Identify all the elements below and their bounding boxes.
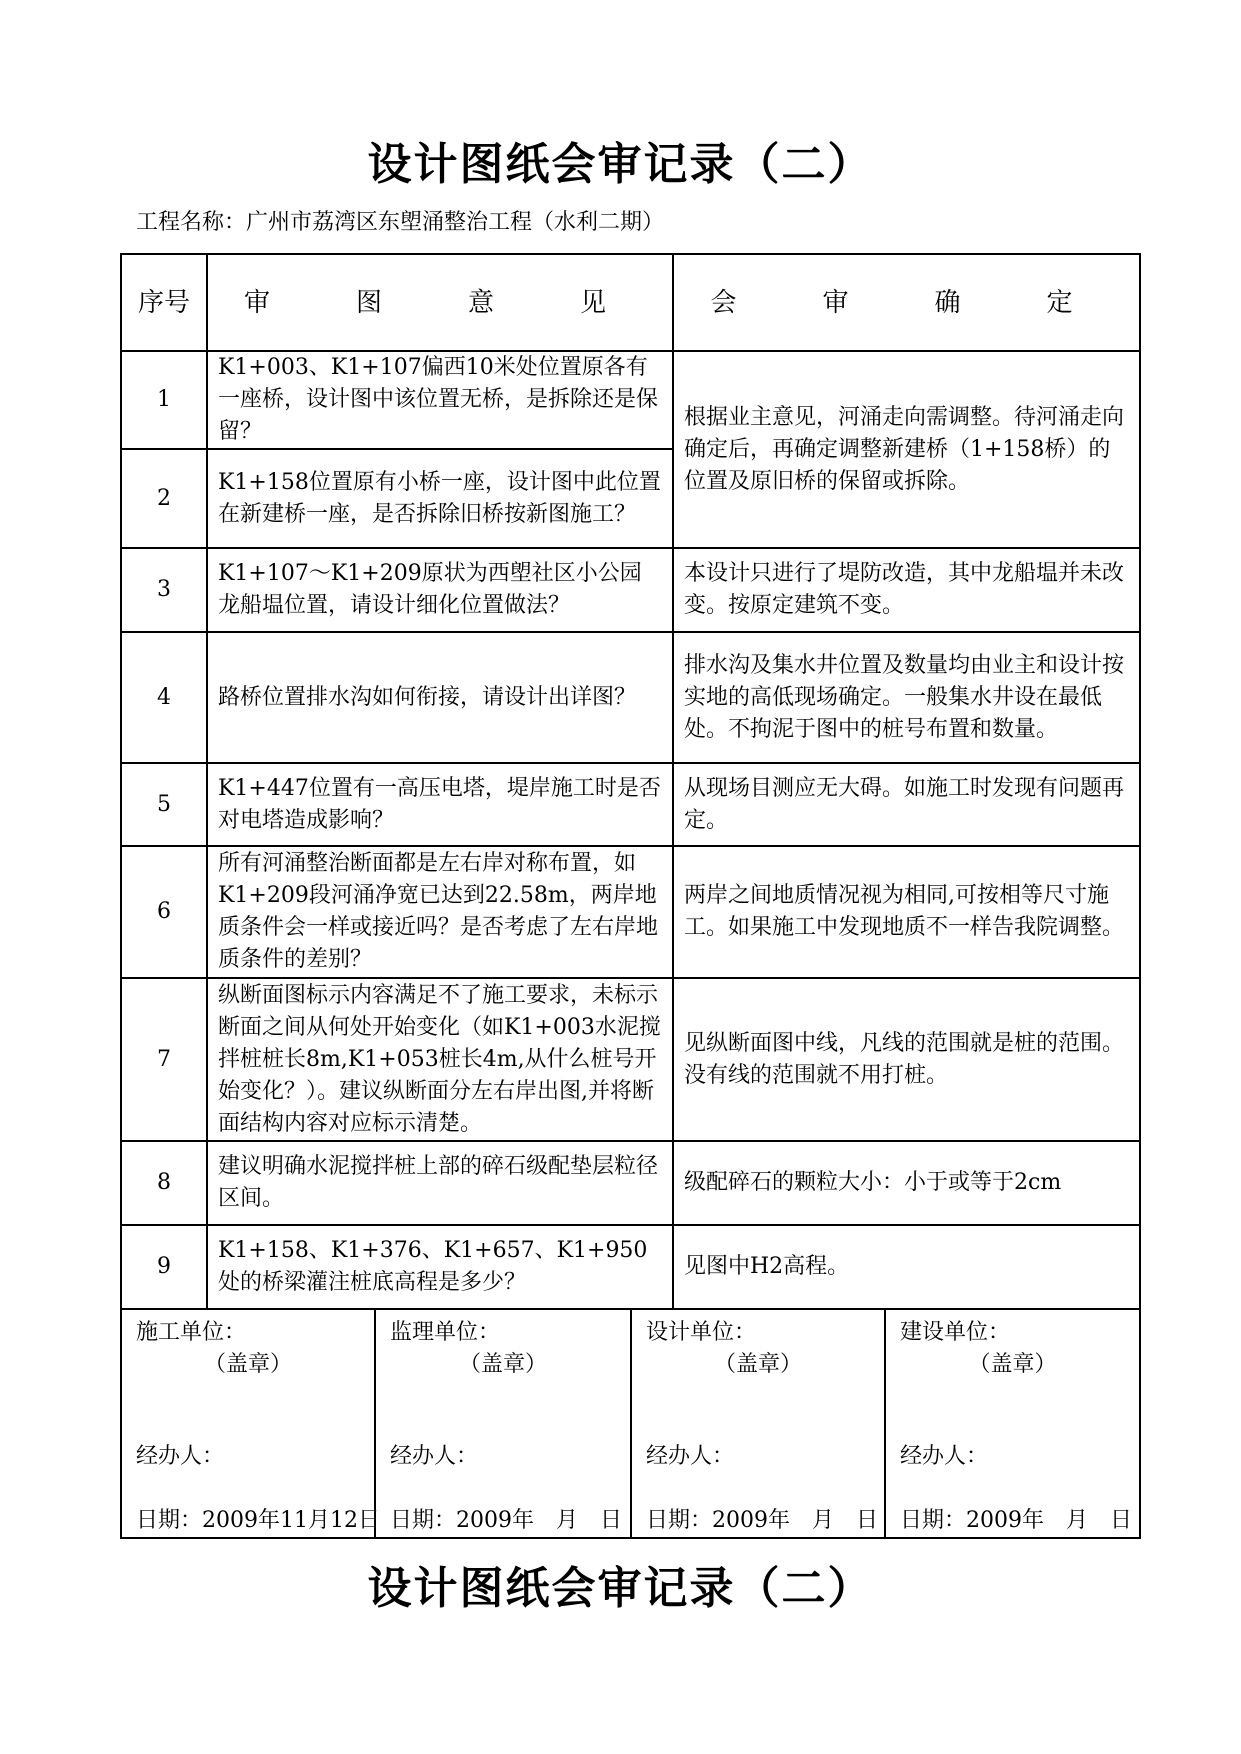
unit-label: 设计单位： (646, 1320, 757, 1345)
review-decision: 根据业主意见，河涌走向需调整。待河涌走向确定后，再确定调整新建桥（1+158桥）的位置及原旧桥的保留或拆除。 (673, 351, 1140, 548)
row-number: 8 (121, 1141, 207, 1225)
unit-label: 监理单位： (390, 1320, 501, 1345)
seal-label: （盖章） (203, 1352, 292, 1377)
review-opinion: 纵断面图标示内容满足不了施工要求，未标示断面之间从何处开始变化（如K1+003水泥搅拌桩桩长8m,K1+053桩长4m,从什么桩号开始变化？）。建议纵断面分左右岸出图,并将断面结构内容对应标示清楚。 (207, 978, 673, 1141)
review-decision: 两岸之间地质情况视为相同,可按相等尺寸施工。如果施工中发现地质不一样告我院调整。 (673, 846, 1140, 978)
signature-table (120, 1309, 1141, 1539)
row-number: 9 (121, 1225, 207, 1309)
signature-cell-contractor (121, 1309, 380, 1538)
row-number: 6 (121, 846, 207, 978)
review-opinion: K1+158、K1+376、K1+657、K1+950处的桥梁灌注桩底高程是多少？ (207, 1225, 673, 1309)
table-row (121, 1141, 1140, 1225)
table-row (121, 351, 1140, 449)
handler-label: 经办人： (136, 1444, 225, 1469)
table-row (121, 548, 1140, 632)
review-opinion: 所有河涌整治断面都是左右岸对称布置，如K1+209段河涌净宽已达到22.58m，两岸地质条件会一样或接近吗？是否考虑了左右岸地质条件的差别？ (207, 846, 673, 978)
row-number: 7 (121, 978, 207, 1141)
seal-label: （盖章） (968, 1352, 1057, 1377)
row-number: 4 (121, 632, 207, 763)
seal-label: （盖章） (713, 1352, 802, 1377)
signature-cell-supervisor (375, 1309, 631, 1538)
date-label: 日期：2009年 月 日 (646, 1508, 878, 1533)
row-number: 2 (121, 449, 207, 548)
table-row (121, 846, 1140, 978)
row-number: 1 (121, 351, 207, 449)
row-number: 3 (121, 548, 207, 632)
review-decision: 排水沟及集水井位置及数量均由业主和设计按实地的高低现场确定。一般集水井设在最低处。不拘泥于图中的桩号布置和数量。 (673, 632, 1140, 763)
handler-label: 经办人： (900, 1444, 989, 1469)
row-number: 5 (121, 763, 207, 846)
date-label: 日期：2009年11月12日 (136, 1508, 380, 1533)
header-opinion: 审 图 意 见 (207, 254, 673, 351)
signature-cell-designer (631, 1309, 885, 1538)
review-decision: 见图中H2高程。 (673, 1225, 1140, 1309)
date-label: 日期：2009年 月 日 (900, 1508, 1132, 1533)
date-label: 日期：2009年 月 日 (390, 1508, 622, 1533)
project-name: 工程名称：广州市荔湾区东塱涌整治工程（水利二期） (136, 210, 665, 235)
review-opinion: K1+107～K1+209原状为西塱社区小公园龙船塭位置，请设计细化位置做法？ (207, 548, 673, 632)
page-title-repeat: 设计图纸会审记录（二） (367, 1563, 874, 1614)
review-decision: 本设计只进行了堤防改造，其中龙船塭并未改变。按原定建筑不变。 (673, 548, 1140, 632)
unit-label: 建设单位： (900, 1320, 1011, 1345)
unit-label: 施工单位： (136, 1320, 247, 1345)
header-index: 序号 (121, 254, 207, 351)
signature-cell-owner (885, 1309, 1140, 1538)
header-decision: 会 审 确 定 (673, 254, 1140, 351)
table-row (121, 763, 1140, 846)
seal-label: （盖章） (458, 1352, 547, 1377)
review-opinion: K1+158位置原有小桥一座，设计图中此位置在新建桥一座，是否拆除旧桥按新图施工？ (207, 449, 673, 548)
review-opinion: 建议明确水泥搅拌桩上部的碎石级配垫层粒径区间。 (207, 1141, 673, 1225)
table-header-row (121, 254, 1140, 351)
review-table (120, 253, 1141, 1310)
review-opinion: K1+003、K1+107偏西10米处位置原各有一座桥，设计图中该位置无桥，是拆除还是保留？ (207, 351, 673, 449)
review-decision: 见纵断面图中线，凡线的范围就是桩的范围。没有线的范围就不用打桩。 (673, 978, 1140, 1141)
table-row (121, 632, 1140, 763)
handler-label: 经办人： (390, 1444, 479, 1469)
page-title: 设计图纸会审记录（二） (367, 139, 874, 190)
review-decision: 级配碎石的颗粒大小：小于或等于2cm (673, 1141, 1140, 1225)
handler-label: 经办人： (646, 1444, 735, 1469)
review-decision: 从现场目测应无大碍。如施工时发现有问题再定。 (673, 763, 1140, 846)
table-row (121, 978, 1140, 1141)
table-row (121, 1225, 1140, 1309)
review-opinion: 路桥位置排水沟如何衔接，请设计出详图？ (207, 632, 673, 763)
review-opinion: K1+447位置有一高压电塔，堤岸施工时是否对电塔造成影响？ (207, 763, 673, 846)
